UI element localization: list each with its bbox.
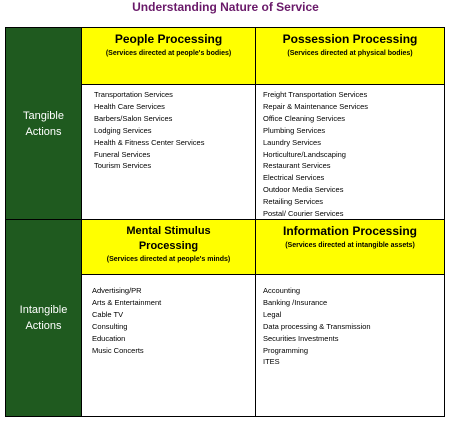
list-item: Office Cleaning Services — [263, 113, 345, 123]
list-item: Restaurant Services — [263, 161, 331, 171]
diagram-title: Understanding Nature of Service — [132, 0, 319, 14]
list-item: Funeral Services — [94, 149, 151, 159]
mental-stimulus-header — [82, 220, 255, 275]
information-processing-list — [263, 285, 371, 368]
list-item: Horticulture/Landscaping — [263, 149, 346, 159]
list-item: Education — [92, 333, 126, 343]
list-item: Outdoor Media Services — [263, 185, 344, 195]
list-item: Tourism Services — [94, 161, 152, 171]
list-item: Postal/ Courier Services — [263, 209, 344, 219]
list-item: Transportation Services — [94, 90, 173, 99]
mental-stimulus-subtitle: (Services directed at people's minds) — [106, 256, 231, 263]
possession-processing-header — [256, 28, 444, 85]
list-item: Legal — [263, 309, 282, 319]
people-processing-title: People Processing — [114, 32, 223, 46]
list-item: Arts & Entertainment — [92, 297, 162, 307]
tangible-label: Tangible Actions — [23, 109, 64, 138]
list-item: Repair & Maintenance Services — [263, 101, 369, 111]
list-item: Laundry Services — [263, 137, 321, 147]
list-item: Banking /Insurance — [263, 297, 328, 307]
list-item: Lodging Services — [94, 125, 152, 135]
list-item: Music Concerts — [92, 345, 144, 355]
list-item: Retailing Services — [263, 197, 324, 207]
information-processing-title: Information Processing — [282, 224, 418, 238]
list-item: Plumbing Services — [263, 125, 326, 135]
people-processing-list — [94, 89, 204, 172]
possession-processing-list — [263, 89, 368, 220]
row-label-tangible — [6, 28, 81, 220]
possession-processing-subtitle: (Services directed at physical bodies) — [287, 50, 413, 57]
information-processing-header — [256, 220, 444, 275]
people-processing-header — [82, 28, 255, 85]
mental-stimulus-title: Mental Stimulus Processing — [126, 225, 211, 252]
list-item: ITES — [263, 357, 280, 367]
list-item: Electrical Services — [263, 173, 325, 183]
list-item: Health & Fitness Center Services — [94, 137, 205, 147]
possession-processing-title: Possession Processing — [282, 32, 418, 46]
list-item: Barbers/Salon Services — [94, 113, 173, 123]
list-item: Accounting — [263, 286, 301, 295]
information-processing-subtitle: (Services directed at intangible assets) — [285, 242, 415, 249]
list-item: Freight Transportation Services — [263, 90, 368, 99]
list-item: Consulting — [92, 321, 128, 331]
intangible-label: Intangible Actions — [19, 304, 68, 332]
list-item: Securities Investments — [263, 333, 339, 343]
row-label-intangible — [6, 220, 81, 416]
list-item: Advertising/PR — [92, 286, 142, 295]
people-processing-subtitle: (Services directed at people's bodies) — [105, 50, 232, 57]
service-matrix — [5, 27, 445, 417]
list-item: Data processing & Transmission — [263, 321, 371, 331]
list-item: Health Care Services — [94, 101, 165, 111]
mental-stimulus-list — [92, 285, 161, 356]
list-item: Programming — [263, 345, 309, 355]
list-item: Cable TV — [92, 309, 124, 319]
